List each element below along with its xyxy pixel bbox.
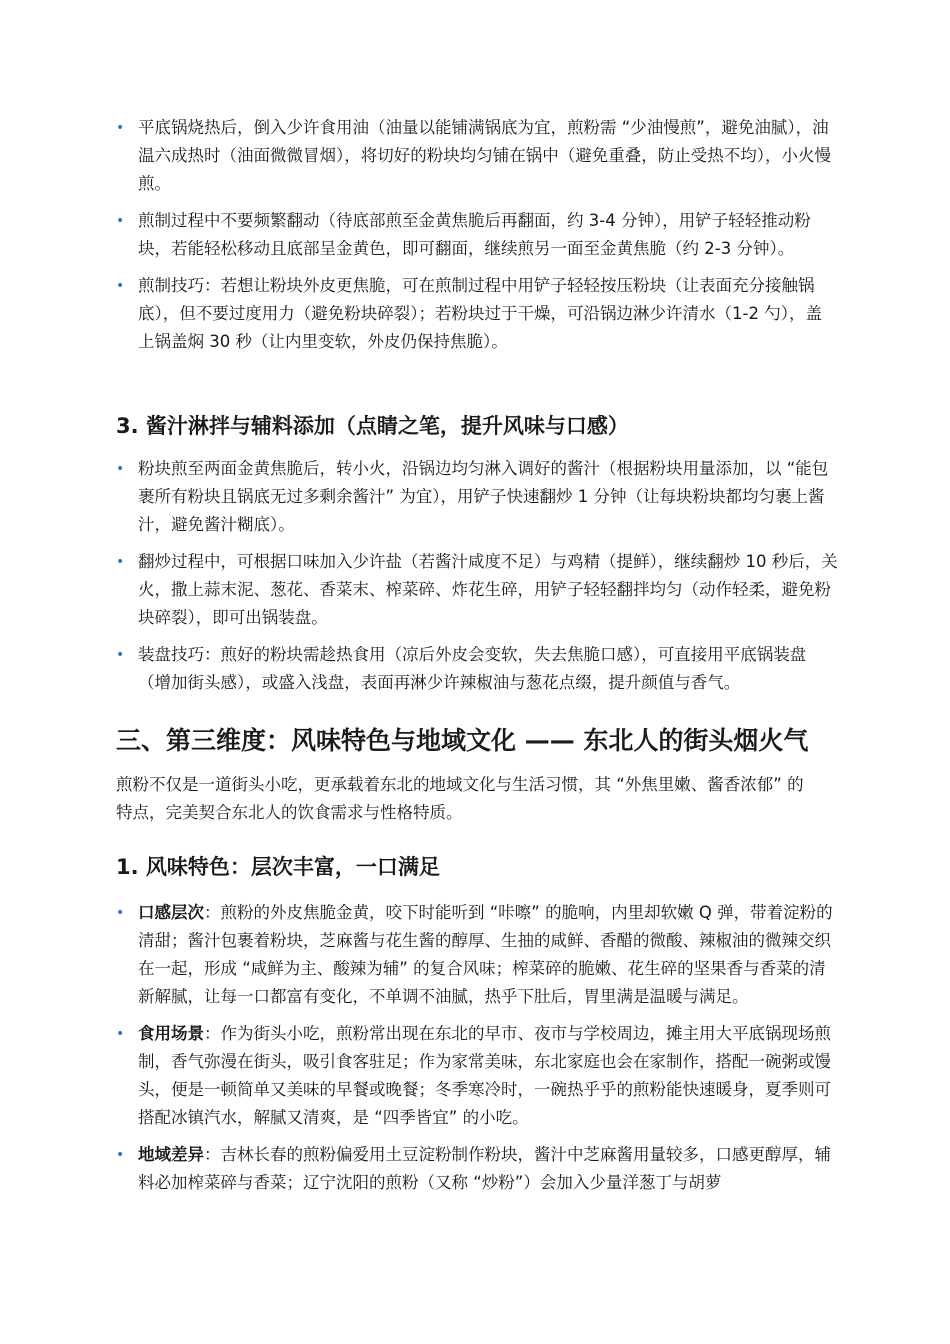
- list-item: [0, 641, 950, 697]
- sub1-group: [0, 899, 950, 1206]
- sub1-list: [0, 899, 950, 1197]
- list-item-text: ：吉林长春的煎粉偏爱用土豆淀粉制作粉块，酱汁中芝麻酱用量较多，口感更醇厚，辅料必加榨菜碎与香菜；辽宁沈阳的煎粉（又称 “炒粉”）会加入少量洋葱丁与胡萝: [138, 1145, 831, 1192]
- bullet-icon: •: [116, 278, 125, 294]
- list-item-text: 煎制技巧：若想让粉块外皮更焦脆，可在煎制过程中用铲子轻轻按压粉块（让表面充分接触锅底），但不要过度用力（避免粉块碎裂）；若粉块过于干燥，可沿锅边淋少许清水（1-2 勺），盖上锅盖焖 30 秒（让内里变软，外皮仍保持焦脆）。: [138, 276, 822, 351]
- list-item: [0, 1141, 950, 1197]
- list-item: [0, 455, 950, 539]
- bullet-icon: •: [116, 461, 125, 477]
- step3-heading-group: [0, 411, 950, 441]
- step3-heading: 3. 酱汁淋拌与辅料添加（点睛之笔，提升风味与口感）: [116, 414, 629, 438]
- section3-heading-group: [0, 724, 950, 758]
- bullet-icon: •: [116, 554, 125, 570]
- sub1-heading-group: [0, 852, 950, 882]
- section3-heading: 三、第三维度：风味特色与地域文化 —— 东北人的街头烟火气: [116, 726, 809, 755]
- bullet-icon: •: [116, 905, 125, 921]
- list-item-text: ：作为街头小吃，煎粉常出现在东北的早市、夜市与学校周边，摊主用大平底锅现场煎制，香气弥漫在街头，吸引食客驻足；作为家常美味，东北家庭也会在家制作，搭配一碗粥或馒头，便是一顿简单又美味的早餐或晚餐；冬季寒冷时，一碗热乎乎的煎粉能快速暖身，夏季则可搭配冰镇汽水，解腻又清爽，是 “四季皆宜” 的小吃。: [138, 1024, 831, 1127]
- list-item: [0, 272, 950, 356]
- bullet-icon: •: [116, 1147, 125, 1163]
- list-item-text: 装盘技巧：煎好的粉块需趁热食用（凉后外皮会变软，失去焦脆口感），可直接用平底锅装盘（增加街头感），或盛入浅盘，表面再淋少许辣椒油与葱花点缀，提升颜值与香气。: [138, 645, 807, 692]
- bullet-icon: •: [116, 1026, 125, 1042]
- list-item-label: 口感层次: [138, 903, 204, 922]
- section3-intro-group: [0, 771, 950, 827]
- list-item-text: ：煎粉的外皮焦脆金黄，咬下时能听到 “咔嚓” 的脆响，内里却软嫩 Q 弹，带着淀粉的清甜；酱汁包裹着粉块，芝麻酱与花生酱的醇厚、生抽的咸鲜、香醋的微酸、辣椒油的微辣交织在一起，形成 “咸鲜为主、酸辣为辅” 的复合风味；榨菜碎的脆嫩、花生碎的坚果香与香菜的清新解腻，让每一口都富有变化，不单调不油腻，热乎下肚后，胃里满是温暖与满足。: [138, 903, 833, 1006]
- list-item: [0, 1020, 950, 1132]
- sub1-heading: 1. 风味特色：层次丰富，一口满足: [116, 855, 440, 879]
- bullet-icon: •: [116, 213, 125, 229]
- list-item-text: 煎制过程中不要频繁翻动（待底部煎至金黄焦脆后再翻面，约 3-4 分钟），用铲子轻轻推动粉块，若能轻松移动且底部呈金黄色，即可翻面，继续煎另一面至金黄焦脆（约 2-3 分钟）。: [138, 211, 811, 258]
- step2-list: [0, 114, 950, 356]
- step2-group: [0, 114, 950, 365]
- bullet-icon: •: [116, 120, 125, 136]
- list-item-text: 平底锅烧热后，倒入少许食用油（油量以能铺满锅底为宜，煎粉需 “少油慢煎”，避免油腻），油温六成热时（油面微微冒烟），将切好的粉块均匀铺在锅中（避免重叠，防止受热不均），小火慢煎。: [138, 118, 831, 193]
- list-item: [0, 899, 950, 1011]
- list-item: [0, 114, 950, 198]
- section3-intro: 煎粉不仅是一道街头小吃，更承载着东北的地域文化与生活习惯，其 “外焦里嫩、酱香浓郁” 的特点，完美契合东北人的饮食需求与性格特质。: [116, 775, 804, 822]
- list-item-label: 食用场景: [138, 1024, 204, 1043]
- list-item: [0, 548, 950, 632]
- list-item: [0, 207, 950, 263]
- list-item-label: 地域差异: [138, 1145, 204, 1164]
- step3-group: [0, 455, 950, 706]
- list-item-text: 翻炒过程中，可根据口味加入少许盐（若酱汁咸度不足）与鸡精（提鲜），继续翻炒 10 秒后，关火，撒上蒜末泥、葱花、香菜末、榨菜碎、炸花生碎，用铲子轻轻翻拌均匀（动作轻柔，避免粉块碎裂），即可出锅装盘。: [138, 552, 838, 627]
- bullet-icon: •: [116, 647, 125, 663]
- list-item-text: 粉块煎至两面金黄焦脆后，转小火，沿锅边均匀淋入调好的酱汁（根据粉块用量添加，以 “能包裹所有粉块且锅底无过多剩余酱汁” 为宜），用铲子快速翻炒 1 分钟（让每块粉块都均匀裹上酱汁，避免酱汁糊底）。: [138, 459, 829, 534]
- step3-list: [0, 455, 950, 697]
